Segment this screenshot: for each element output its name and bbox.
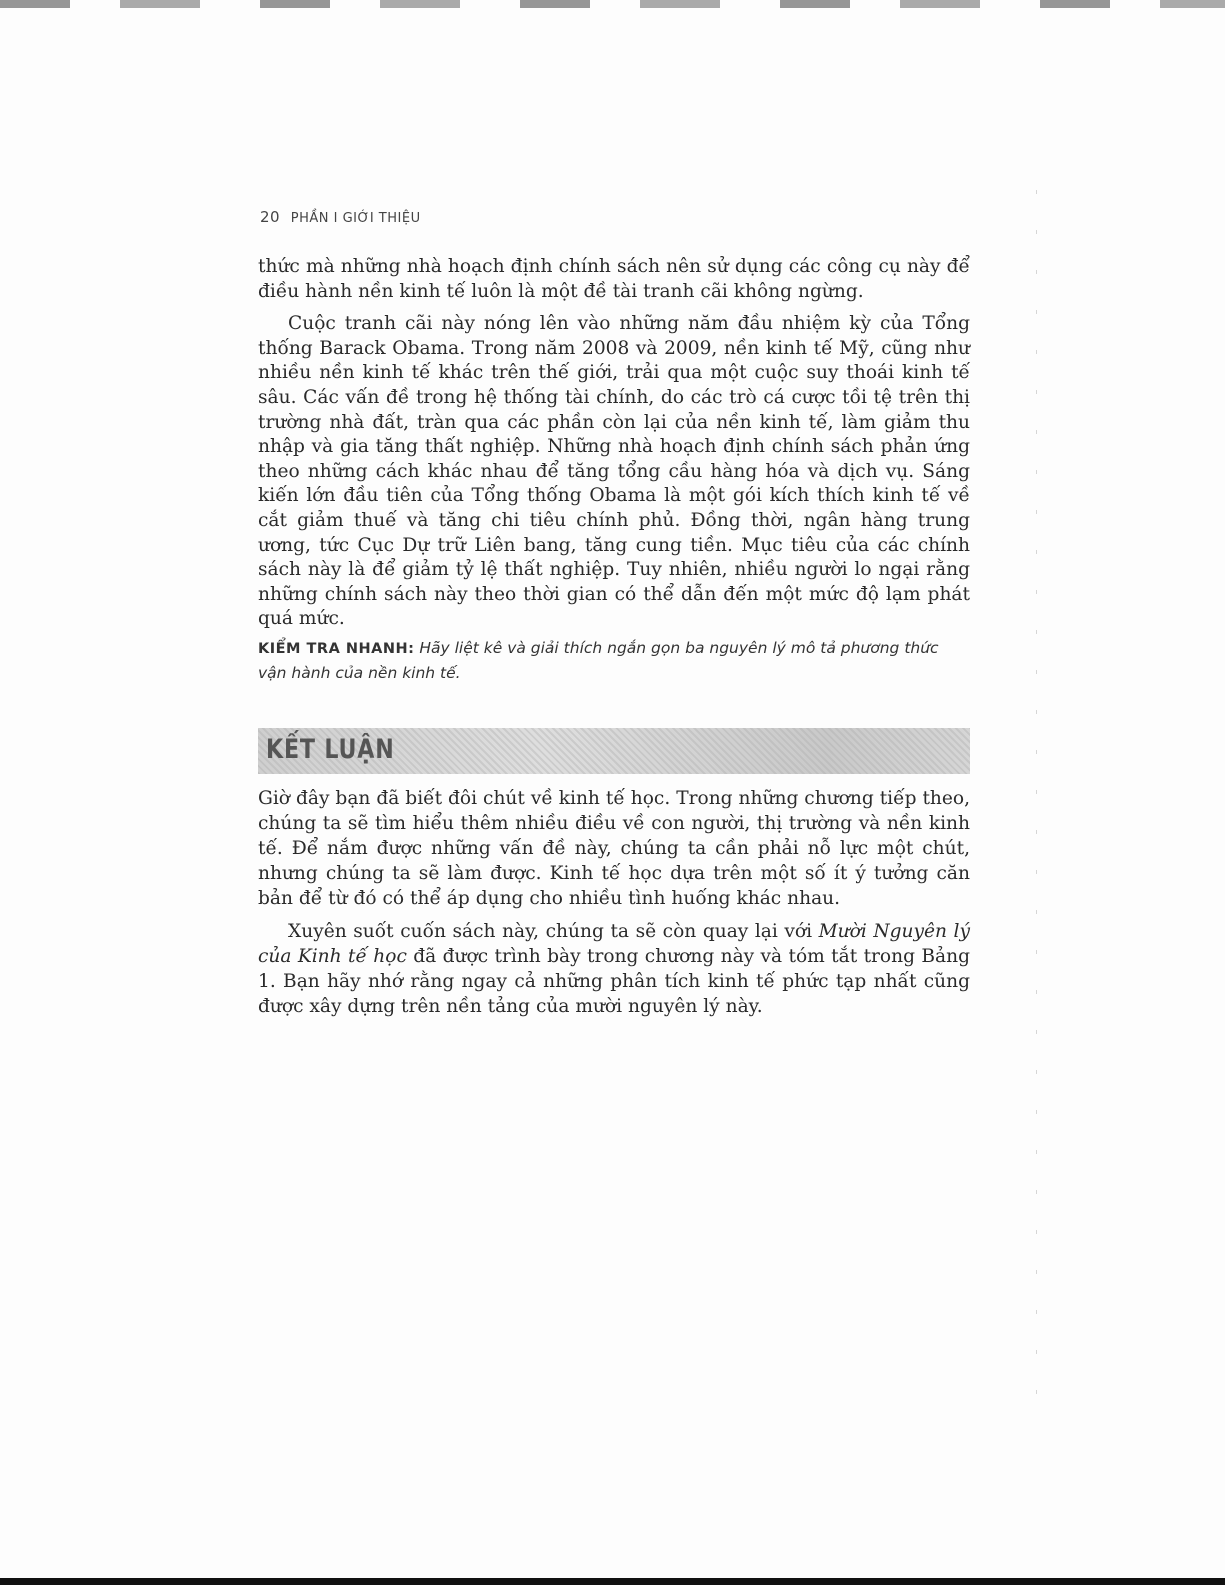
page-number: 20 bbox=[260, 208, 281, 226]
paragraph-obama-debate: Cuộc tranh cãi này nóng lên vào những năm đầu nhiệm kỳ của Tổng thống Barack Obama. Trong năm 2008 và 2009, nền kinh tế Mỹ, cũng như nhiều nền kinh tế khác trên thế giới, trải qua một cuộc suy thoái kinh tế sâu. Các vấn đề trong hệ thống tài chính, do các trò cá cược tồi tệ trên thị trường nhà đất, tràn qua các phần còn lại của nền kinh tế, làm giảm thu nhập và gia tăng thất nghiệp. Những nhà hoạch định chính sách phản ứng theo những cách khác nhau để tăng tổng cầu hàng hóa và dịch vụ. Sáng kiến lớn đầu tiên của Tổng thống Obama là một gói kích thích kinh tế về cắt giảm thuế và tăng chi tiêu chính phủ. Đồng thời, ngân hàng trung ương, tức Cục Dự trữ Liên bang, tăng cung tiền. Mục tiêu của các chính sách này là để giảm tỷ lệ thất nghiệp. Tuy nhiên, nhiều người lo ngại rằng những chính sách này theo thời gian có thể dẫn đến một mức độ lạm phát quá mức. bbox=[258, 313, 970, 630]
quick-check-label: KIỂM TRA NHANH: bbox=[258, 641, 415, 657]
conclusion-paragraph-1: Giờ đây bạn đã biết đôi chút về kinh tế học. Trong những chương tiếp theo, chúng ta sẽ tìm hiểu thêm nhiều điều về con người, thị trường và nền kinh tế. Để nắm được những vấn đề này, chúng ta cần phải nỗ lực một chút, nhưng chúng ta sẽ làm được. Kinh tế học dựa trên một số ít ý tưởng căn bản để từ đó có thể áp dụng cho nhiều tình huống khác nhau. bbox=[258, 788, 970, 909]
running-head-section: PHẦN I GIỚI THIỆU bbox=[290, 211, 421, 226]
paragraph-continued: thức mà những nhà hoạch định chính sách nên sử dụng các công cụ này để điều hành nền kinh tế luôn là một đề tài tranh cãi không ngừng. bbox=[258, 256, 970, 302]
section-title: KẾT LUẬN bbox=[266, 734, 395, 765]
scan-artifact-edge bbox=[1036, 190, 1037, 1420]
scan-artifact-top bbox=[0, 0, 1225, 8]
body-text-conclusion bbox=[258, 786, 970, 1027]
book-title-italic: Mười Nguyên lý của Kinh tế học bbox=[258, 921, 970, 967]
body-text-top bbox=[258, 255, 970, 640]
quick-check-text: Hãy liệt kê và giải thích ngắn gọn ba nguyên lý mô tả phương thức vận hành của nền kinh tế. bbox=[258, 639, 939, 682]
section-header-bar bbox=[258, 728, 970, 774]
conclusion-p2-before: Xuyên suốt cuốn sách này, chúng ta sẽ còn quay lại với bbox=[288, 921, 819, 942]
running-head bbox=[260, 208, 421, 226]
conclusion-paragraph-2 bbox=[258, 919, 970, 1019]
quick-check bbox=[258, 636, 970, 685]
scan-artifact-bottom bbox=[0, 1578, 1225, 1585]
conclusion-p2-after: đã được trình bày trong chương này và tóm tắt trong Bảng 1. Bạn hãy nhớ rằng ngay cả những phân tích kinh tế phức tạp nhất cũng được xây dựng trên nền tảng của mười nguyên lý này. bbox=[258, 946, 970, 1017]
